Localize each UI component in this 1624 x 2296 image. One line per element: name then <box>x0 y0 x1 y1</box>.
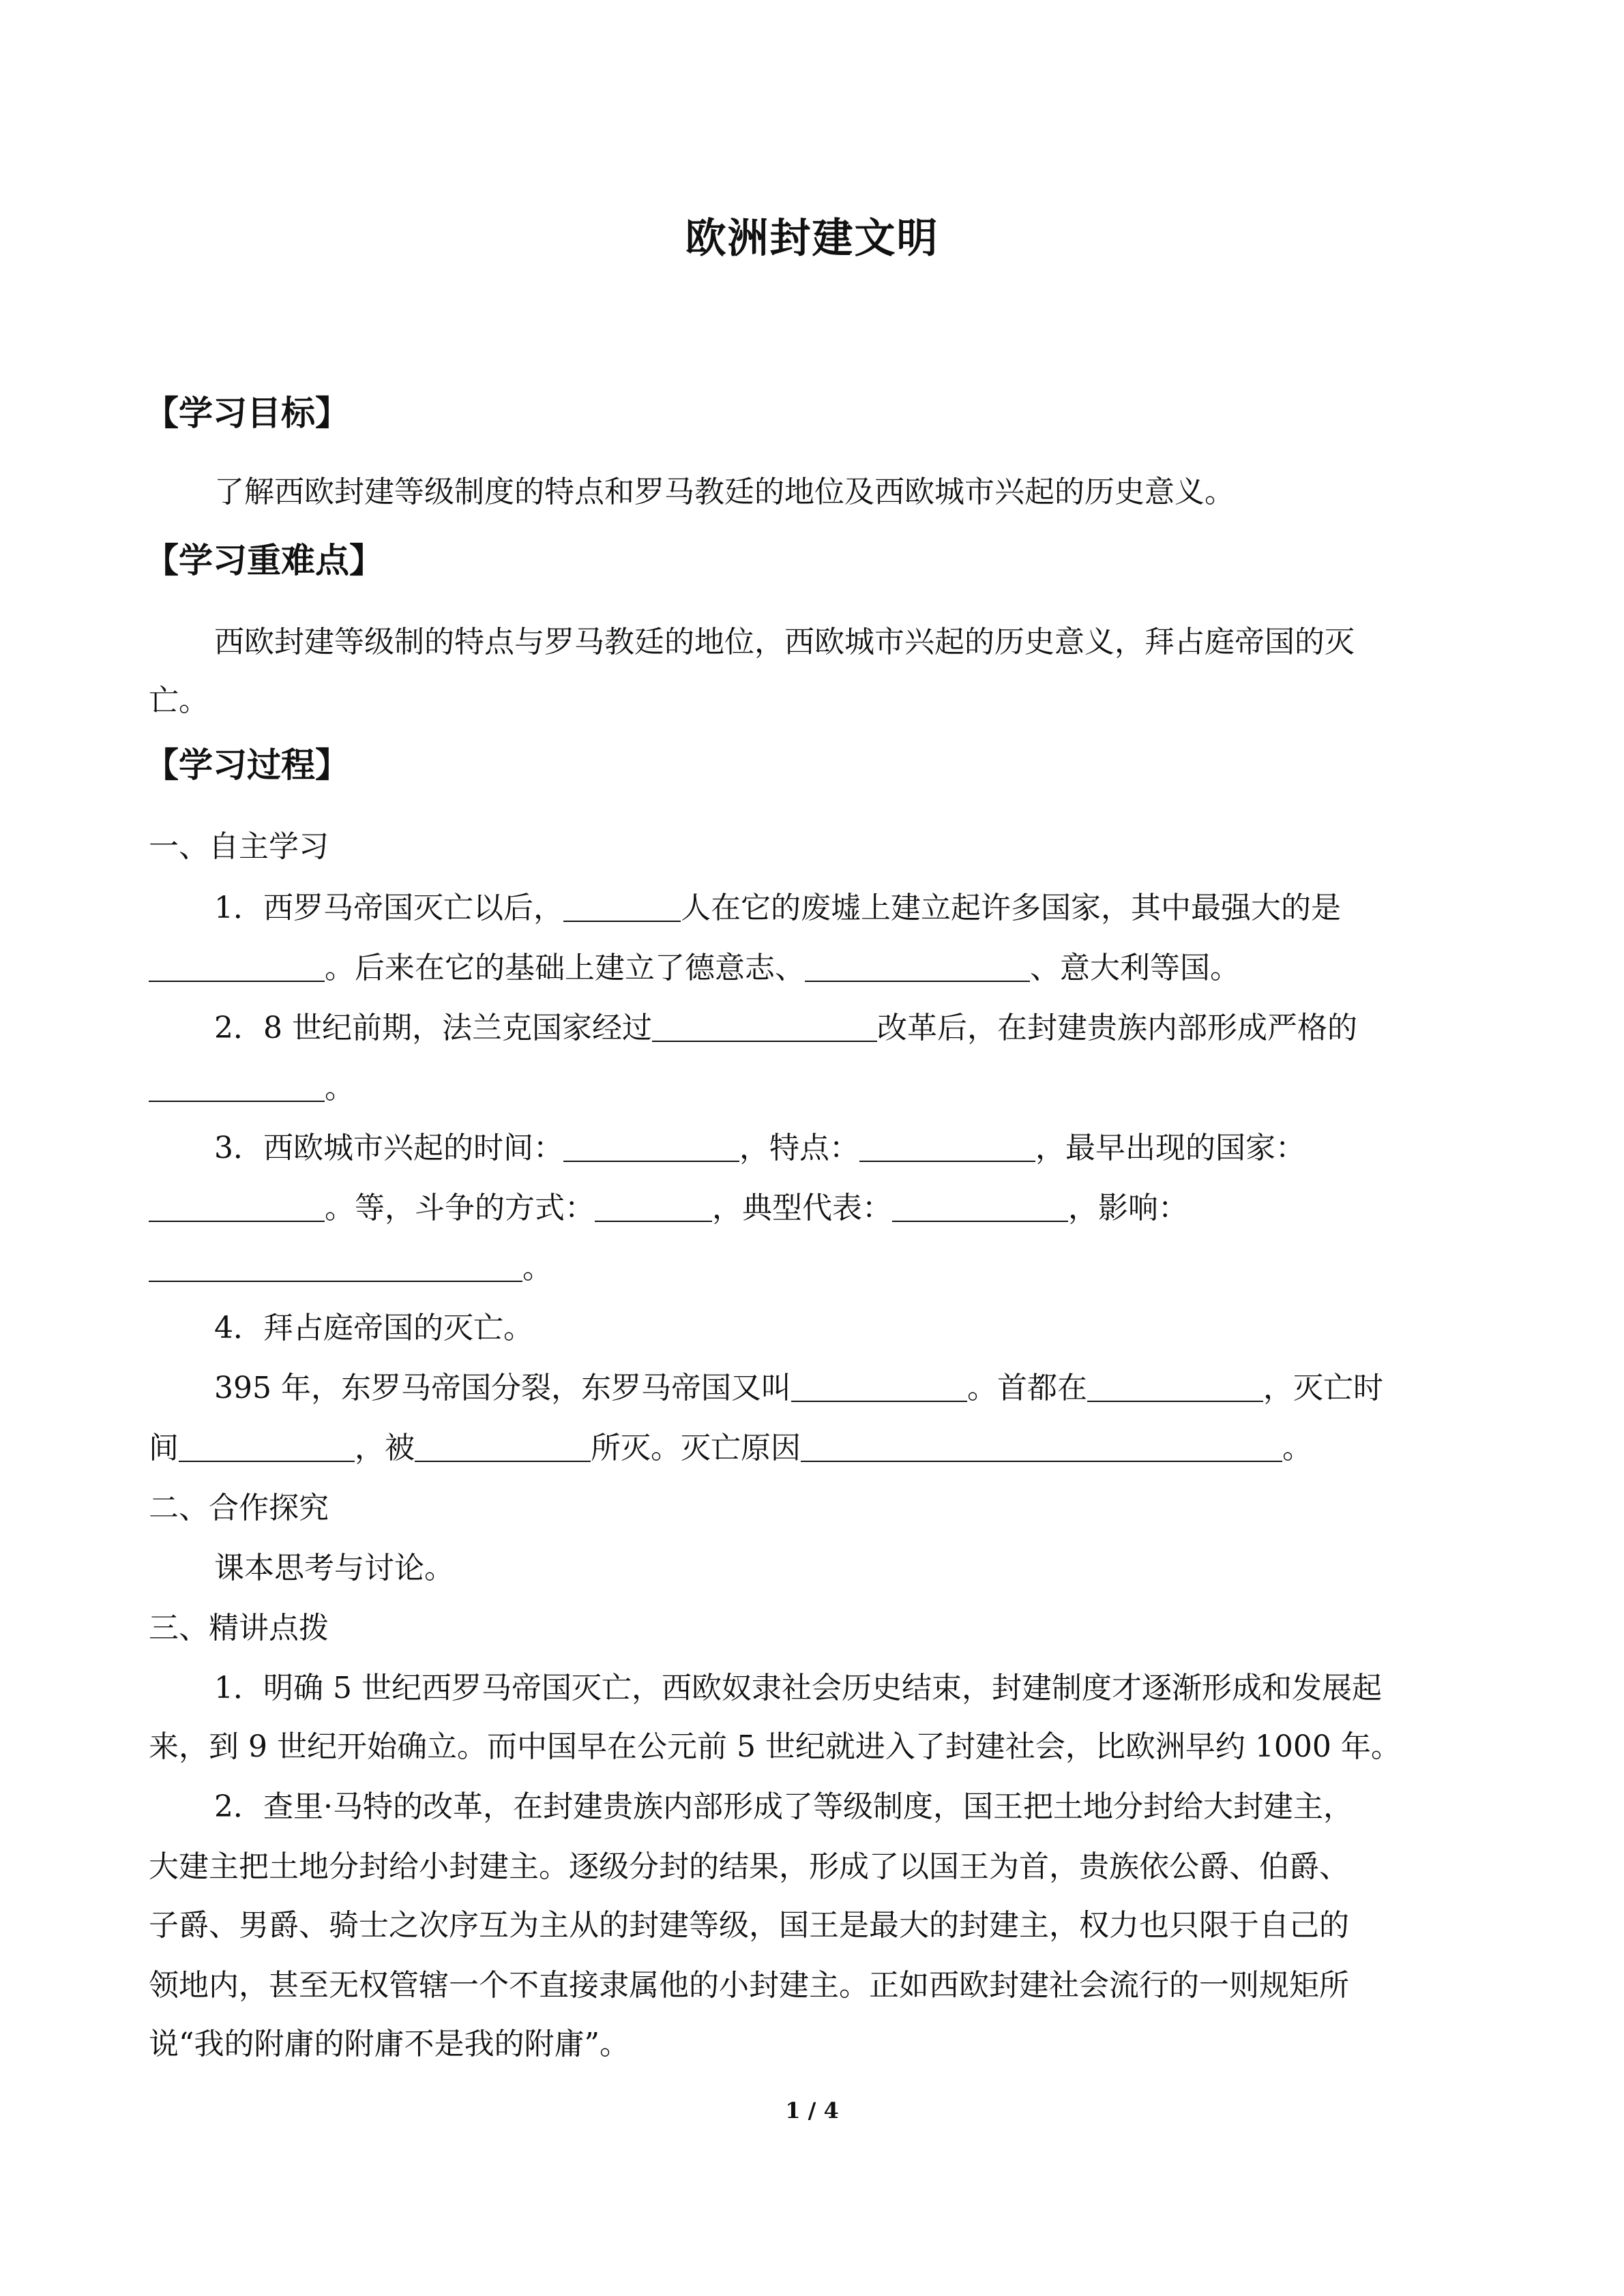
q1-blank-2[interactable] <box>149 951 325 982</box>
q4-line-1 <box>214 1367 1383 1410</box>
q2-text-c: 。 <box>325 1071 355 1105</box>
q3-text-d: 。等，斗争的方式： <box>325 1191 595 1225</box>
q3-text-c: ，最早出现的国家： <box>1035 1131 1305 1165</box>
p1-line-2: 来，到 9 世纪开始确立。而中国早在公元前 5 世纪就进入了封建社会，比欧洲早约 1000 年。 <box>149 1729 1401 1764</box>
q3-blank-1[interactable] <box>563 1131 739 1162</box>
q4-blank-2[interactable] <box>1087 1371 1263 1402</box>
objectives-text: 了解西欧封建等级制度的特点和罗马教廷的地位及西欧城市兴起的历史意义。 <box>214 475 1235 509</box>
q1-line-2 <box>149 946 1240 990</box>
q4-title: 4．拜占庭帝国的灭亡。 <box>214 1311 533 1345</box>
q2-blank-1[interactable] <box>652 1011 877 1042</box>
q4-text-b: 。首都在 <box>966 1371 1087 1405</box>
document-title: 欧洲封建文明 <box>685 215 939 263</box>
q2-text-a: 2．8 世纪前期，法兰克国家经过 <box>214 1011 652 1045</box>
section-2-heading: 二、合作探究 <box>149 1491 329 1525</box>
q4-text-e: ，被 <box>355 1431 415 1465</box>
key-points-line-1: 西欧封建等级制的特点与罗马教廷的地位，西欧城市兴起的历史意义，拜占庭帝国的灭 <box>214 625 1355 659</box>
q3-text-f: ，影响： <box>1068 1191 1188 1225</box>
p2-line-3: 子爵、男爵、骑士之次序互为主从的封建等级，国王是最大的封建主，权力也只限于自己的 <box>149 1908 1349 1943</box>
q4-blank-3[interactable] <box>179 1431 355 1462</box>
q3-text-g: 。 <box>522 1251 552 1285</box>
q1-blank-3[interactable] <box>805 951 1030 982</box>
q3-line-3 <box>149 1247 552 1290</box>
q1-text-c: 。后来在它的基础上建立了德意志、 <box>325 951 805 985</box>
section-2-text: 课本思考与讨论。 <box>214 1551 454 1585</box>
q3-blank-6[interactable] <box>149 1251 522 1282</box>
q4-blank-5[interactable] <box>801 1431 1282 1462</box>
q4-blank-1[interactable] <box>791 1371 967 1402</box>
q3-line-1 <box>214 1127 1305 1170</box>
q1-text-d: 、意大利等国。 <box>1030 951 1240 985</box>
q2-line-1 <box>214 1007 1357 1050</box>
q1-text-a: 1．西罗马帝国灭亡以后， <box>214 891 563 925</box>
key-points-line-2: 亡。 <box>149 683 209 718</box>
q3-blank-2[interactable] <box>859 1131 1035 1162</box>
q3-line-2 <box>149 1187 1188 1230</box>
q2-text-b: 改革后，在封建贵族内部形成严格的 <box>876 1011 1357 1045</box>
p2-line-5: 说“我的附庸的附庸不是我的附庸”。 <box>149 2027 630 2061</box>
q4-text-c: ，灭亡时 <box>1263 1371 1383 1405</box>
p2-line-1: 2．查里·马特的改革，在封建贵族内部形成了等级制度，国王把土地分封给大封建主， <box>214 1789 1353 1824</box>
q4-text-f: 所灭。灭亡原因 <box>591 1431 801 1465</box>
section-3-heading: 三、精讲点拨 <box>149 1611 329 1645</box>
q4-blank-4[interactable] <box>415 1431 591 1462</box>
p2-line-2: 大建主把土地分封给小封建主。逐级分封的结果，形成了以国王为首，贵族依公爵、伯爵、 <box>149 1849 1349 1884</box>
q3-text-b: ，特点： <box>739 1131 859 1165</box>
key-points-heading: 【学习重难点】 <box>145 541 383 580</box>
q3-text-e: ，典型代表： <box>712 1191 892 1225</box>
p1-line-1: 1．明确 5 世纪西罗马帝国灭亡，西欧奴隶社会历史结束，封建制度才逐渐形成和发展起 <box>214 1671 1382 1705</box>
q1-text-b: 人在它的废墟上建立起许多国家，其中最强大的是 <box>681 891 1341 925</box>
section-1-heading: 一、自主学习 <box>149 829 329 864</box>
q3-text-a: 3．西欧城市兴起的时间： <box>214 1131 563 1165</box>
objectives-heading: 【学习目标】 <box>145 393 349 433</box>
q1-blank-1[interactable] <box>563 891 681 922</box>
q4-line-2 <box>149 1427 1312 1470</box>
process-heading: 【学习过程】 <box>145 745 349 785</box>
q2-blank-2[interactable] <box>149 1071 325 1102</box>
q4-text-d: 间 <box>149 1431 179 1465</box>
q3-blank-5[interactable] <box>892 1191 1068 1222</box>
page-number: 1 / 4 <box>785 2098 839 2123</box>
q1-line-1 <box>214 886 1341 930</box>
q3-blank-4[interactable] <box>595 1191 712 1222</box>
q3-blank-3[interactable] <box>149 1191 325 1222</box>
q2-line-2 <box>149 1067 355 1110</box>
q4-text-a: 395 年，东罗马帝国分裂，东罗马帝国又叫 <box>214 1371 791 1405</box>
q4-text-g: 。 <box>1282 1431 1312 1465</box>
p2-line-4: 领地内，甚至无权管辖一个不直接隶属他的小封建主。正如西欧封建社会流行的一则规矩所 <box>149 1968 1349 2003</box>
